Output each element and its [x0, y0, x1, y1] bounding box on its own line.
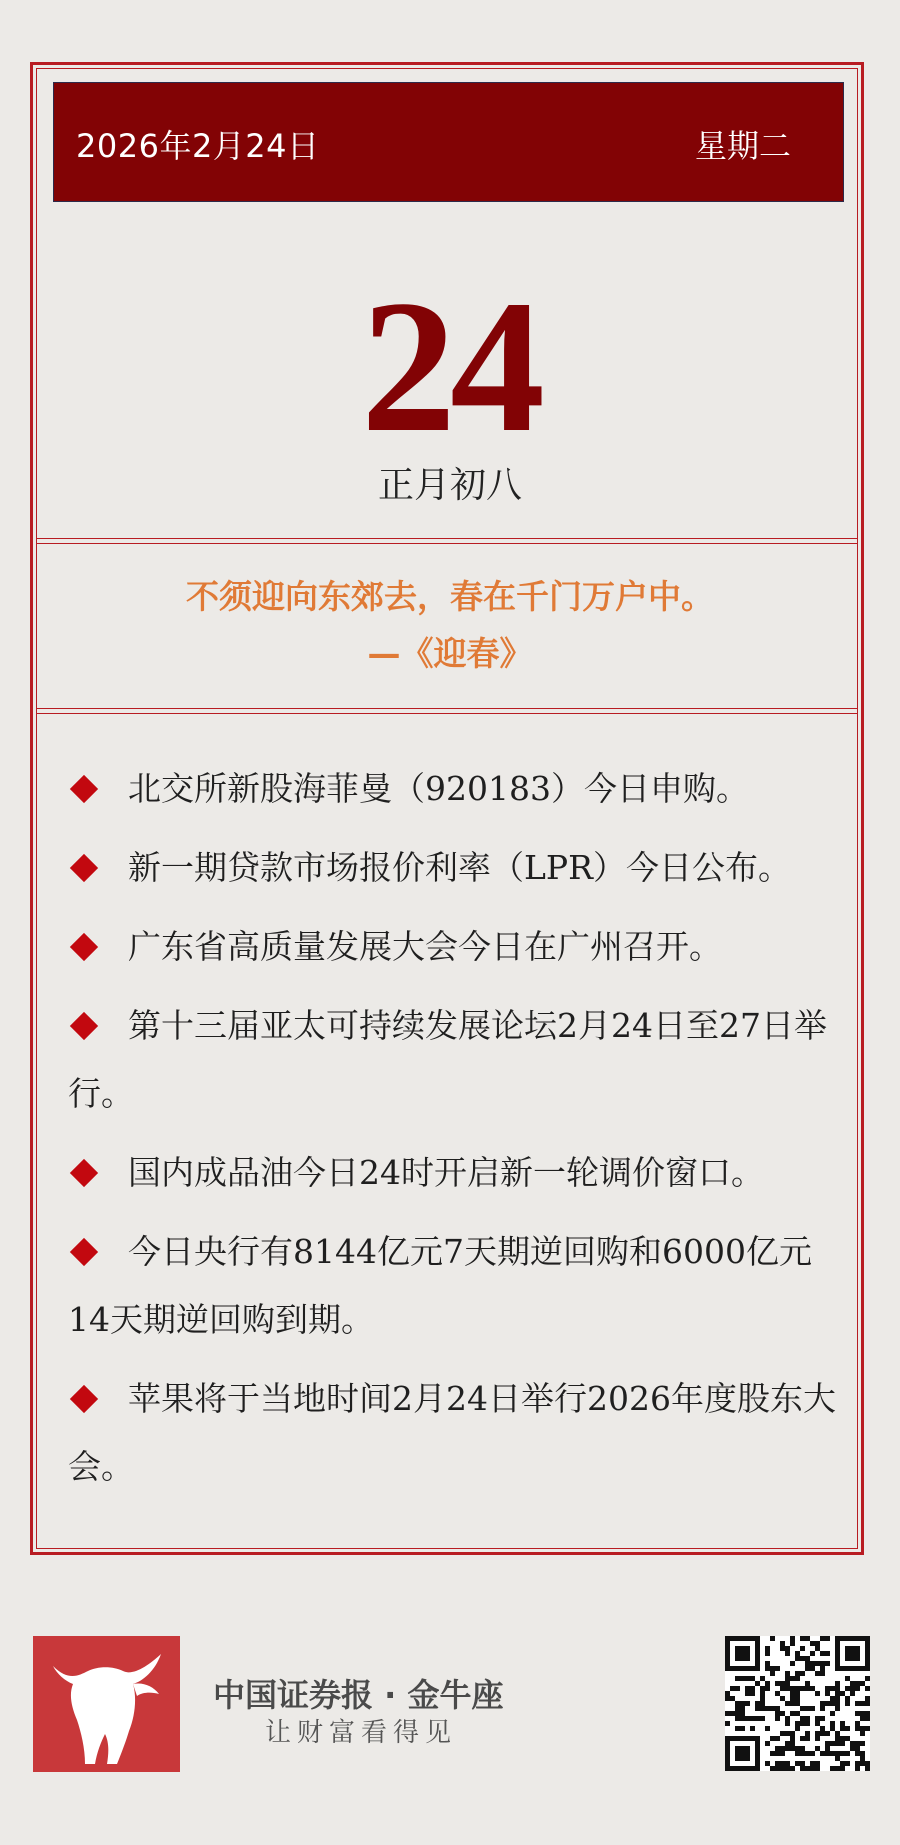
- diamond-bullet-icon: [70, 1012, 98, 1040]
- news-item: 北交所新股海菲曼（920183）今日申购。: [68, 755, 838, 823]
- news-item: 第十三届亚太可持续发展论坛2月24日至27日举行。: [68, 1006, 827, 1113]
- news-item: 苹果将于当地时间2月24日举行2026年度股东大会。: [68, 1379, 836, 1486]
- news-item: 广东省高质量发展大会今日在广州召开。: [68, 913, 838, 981]
- bull-logo-icon: [33, 1636, 180, 1772]
- date-header-bar: [53, 82, 844, 202]
- news-item: 国内成品油今日24时开启新一轮调价窗口。: [68, 1139, 838, 1207]
- divider-bottom: [36, 708, 858, 714]
- brand-title: 中国证券报 · 金牛座: [213, 1676, 504, 1714]
- diamond-bullet-icon: [70, 775, 98, 803]
- quote-line: 不须迎向东郊去，春在千门万户中。: [186, 577, 714, 616]
- lunar-date: 正月初八: [377, 465, 522, 506]
- diamond-bullet-icon: [70, 854, 98, 882]
- diamond-bullet-icon: [70, 1159, 98, 1187]
- divider-top: [36, 538, 858, 544]
- news-item: 新一期贷款市场报价利率（LPR）今日公布。: [68, 834, 838, 902]
- quote-source: —《迎春》: [367, 634, 533, 673]
- header-date: 2026年2月24日: [76, 127, 320, 165]
- day-number: 24: [361, 262, 539, 472]
- header-weekday: 星期二: [694, 127, 791, 165]
- diamond-bullet-icon: [70, 933, 98, 961]
- diamond-bullet-icon: [70, 1238, 98, 1266]
- diamond-bullet-icon: [70, 1385, 98, 1413]
- qr-code-icon[interactable]: [725, 1636, 870, 1771]
- brand-slogan: 让财富看得见: [265, 1718, 458, 1748]
- news-item: 今日央行有8144亿元7天期逆回购和6000亿元14天期逆回购到期。: [68, 1232, 812, 1339]
- news-list: [68, 755, 838, 1512]
